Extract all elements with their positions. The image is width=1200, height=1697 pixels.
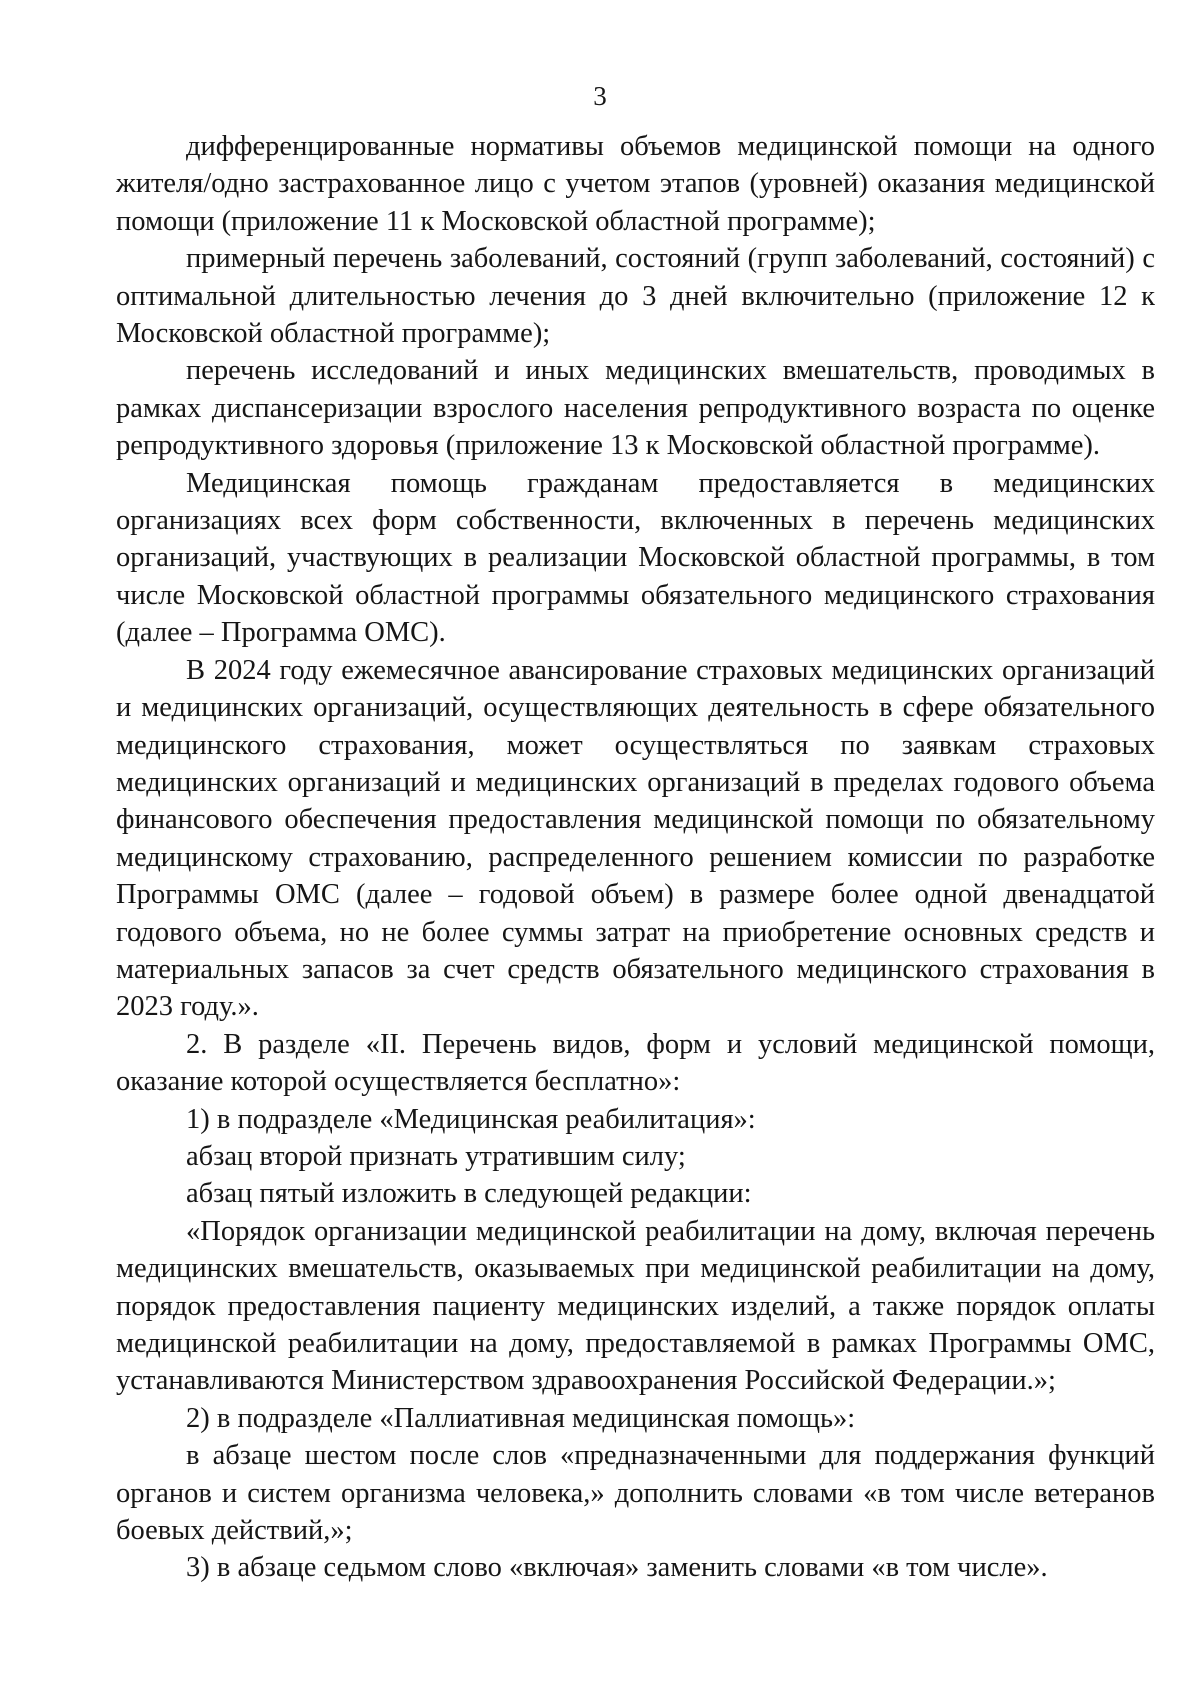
- paragraph-section-ii: 2. В разделе «II. Перечень видов, форм и условий медицинской помощи, оказание которой осуществляется бесплатно»:: [116, 1028, 1155, 1098]
- paragraph-examinations-list: перечень исследований и иных медицинских вмешательств, проводимых в рамках диспансеризации взрослого населения репродуктивного возраста по оценке репродуктивного здоровья (приложение 13 к Московской областной программе).: [116, 355, 1155, 462]
- paragraph-palliative-subsection: 2) в подразделе «Паллиативная медицинская помощь»:: [186, 1402, 856, 1434]
- paragraph-home-rehabilitation: «Порядок организации медицинской реабилитации на дому, включая перечень медицинских вмешательств, оказываемых при медицинской реабилитации на дому, порядок предоставления пациенту медицинских изделий, а также порядок оплаты медицинской реабилитации на дому, предоставляемой в рамках Программы ОМС, устанавливаются Министерством здравоохранения Российской Федерации.»;: [116, 1215, 1155, 1397]
- paragraph-diseases-list: примерный перечень заболеваний, состояний (групп заболеваний, состояний) с оптимальной длительностью лечения до 3 дней включительно (приложение 12 к Московской областной программе);: [116, 243, 1155, 350]
- paragraph-second-clause-void: абзац второй признать утратившим силу;: [186, 1140, 686, 1172]
- paragraph-advance-payment: В 2024 году ежемесячное авансирование страховых медицинских организаций и медицинских организаций, осуществляющих деятельность в сфере обязательного медицинского страхования, может осуществляться по заявкам страховых медицинских организаций и медицинских организаций в пределах годового объема финансового обеспечения предоставления медицинской помощи по обязательному медицинскому страхованию, распределенного решением комиссии по разработке Программы ОМС (далее – годовой объем) в размере более одной двенадцатой годового объема, но не более суммы затрат на приобретение основных средств и материальных запасов за счет средств обязательного медицинского страхования в 2023 году.».: [116, 654, 1155, 1023]
- paragraph-norms: дифференцированные нормативы объемов медицинской помощи на одного жителя/одно застрахованное лицо с учетом этапов (уровней) оказания медицинской помощи (приложение 11 к Московской областной программе);: [116, 131, 1155, 237]
- document-body: [116, 128, 1155, 1587]
- paragraph-rehabilitation-subsection: 1) в подразделе «Медицинская реабилитация»:: [186, 1103, 756, 1135]
- paragraph-medical-organizations: Медицинская помощь гражданам предоставляется в медицинских организациях всех форм собственности, включенных в перечень медицинских организаций, участвующих в реализации Московской областной программы, в том числе Московской областной программы обязательного медицинского страхования (далее – Программа ОМС).: [116, 467, 1155, 649]
- page-number: 3: [593, 81, 607, 111]
- paragraph-sixth-clause-amendment: в абзаце шестом после слов «предназначенными для поддержания функций органов и систем организма человека,» дополнить словами «в том числе ветеранов боевых действий,»;: [116, 1440, 1155, 1547]
- paragraph-fifth-clause-new: абзац пятый изложить в следующей редакции:: [186, 1178, 752, 1210]
- paragraph-seventh-clause-amendment: 3) в абзаце седьмом слово «включая» заменить словами «в том числе».: [186, 1552, 1048, 1584]
